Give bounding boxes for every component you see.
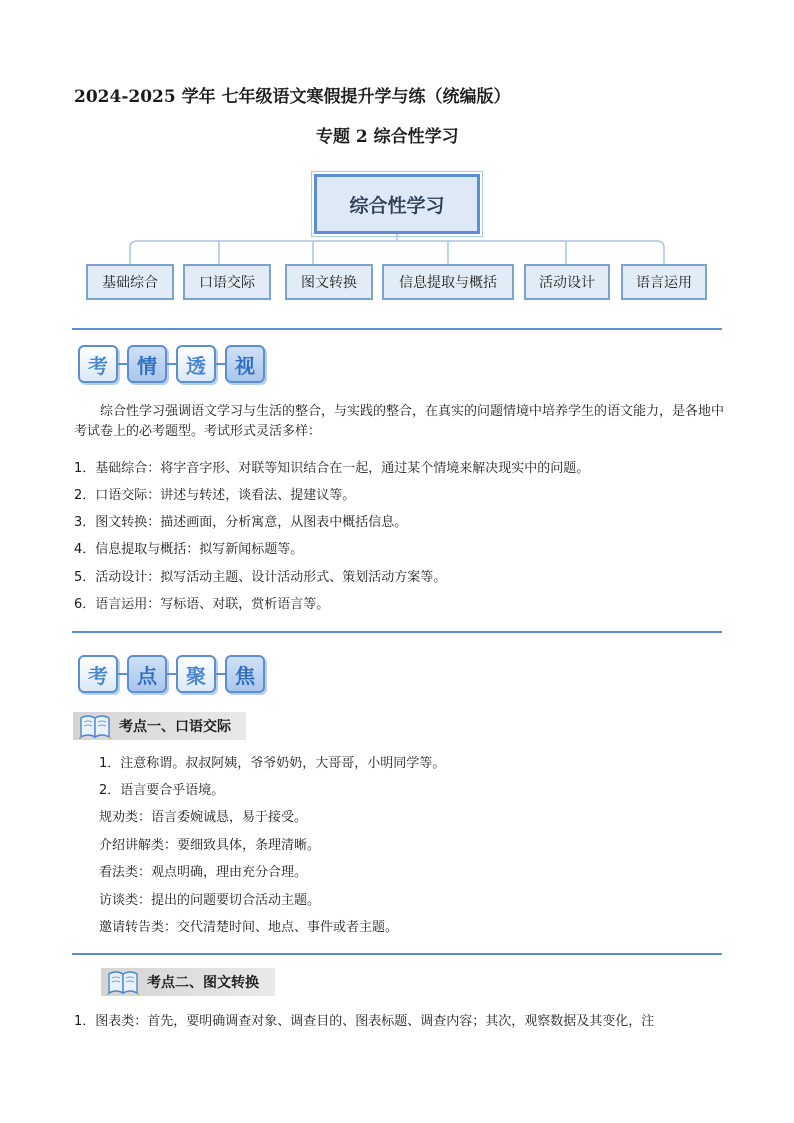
list-item: 介绍讲解类：要细致具体，条理清晰。: [99, 838, 321, 853]
open-book-icon: [107, 969, 139, 995]
key-point-title: 考点一、口语交际: [119, 719, 231, 735]
list-item: 5．活动设计：拟写活动主题、设计活动形式、策划活动方案等。: [74, 570, 447, 585]
open-book-icon: [79, 713, 111, 739]
mindmap-node-activity: 活动设计: [524, 264, 610, 300]
list-item: 1．图表类：首先，要明确调查对象、调查目的、图表标题、调查内容；其次，观察数据及其变化，注: [74, 1014, 655, 1029]
badge-char: 点: [127, 655, 167, 693]
list-item: 规劝类：语言委婉诚恳，易于接受。: [99, 810, 308, 825]
mindmap-node-basic: 基础综合: [86, 264, 174, 300]
list-item: 6．语言运用：写标语、对联，赏析语言等。: [74, 597, 330, 612]
list-item: 访谈类：提出的问题要切合活动主题。: [99, 893, 321, 908]
mindmap-node-image-text: 图文转换: [285, 264, 373, 300]
list-item: 2．口语交际：讲述与转述，谈看法、提建议等。: [74, 488, 356, 503]
mindmap-node-info: 信息提取与概括: [382, 264, 514, 300]
badge-char: 考: [78, 345, 118, 383]
key-point-header: [101, 968, 275, 996]
intro-paragraph: 综合性学习强调语文学习与生活的整合，与实践的整合，在真实的问题情境中培养学生的语文能力，是各地中考试卷上的必考题型。考试形式灵活多样：: [74, 404, 725, 439]
mindmap-node-language: 语言运用: [621, 264, 707, 300]
mindmap-root: 综合性学习: [314, 174, 480, 234]
list-item: 邀请转告类：交代清楚时间、地点、事件或者主题。: [99, 920, 399, 935]
key-point-title: 考点二、图文转换: [147, 975, 259, 991]
list-item: 1．注意称谓。叔叔阿姨，爷爷奶奶，大哥哥，小明同学等。: [99, 756, 446, 771]
list-item: 4．信息提取与概括：拟写新闻标题等。: [74, 542, 304, 557]
list-item: 2．语言要合乎语境。: [99, 783, 225, 798]
section-badge-exam-overview: [78, 345, 265, 383]
mindmap-node-oral: 口语交际: [183, 264, 271, 300]
section-divider: [72, 631, 722, 633]
list-item: 3．图文转换：描述画面，分析寓意，从图表中概括信息。: [74, 515, 408, 530]
section-divider: [72, 953, 722, 955]
section-divider: [72, 328, 722, 330]
badge-char: 透: [176, 345, 216, 383]
document-subtitle: 专题 2 综合性学习: [316, 127, 459, 147]
badge-char: 焦: [225, 655, 265, 693]
section-badge-key-points: [78, 655, 265, 693]
badge-char: 考: [78, 655, 118, 693]
badge-char: 聚: [176, 655, 216, 693]
list-item: 1．基础综合：将字音字形、对联等知识结合在一起，通过某个情境来解决现实中的问题。: [74, 461, 590, 476]
key-point-header: [73, 712, 246, 740]
badge-char: 情: [127, 345, 167, 383]
document-title: 2024-2025 学年 七年级语文寒假提升学与练（统编版）: [74, 87, 511, 107]
badge-char: 视: [225, 345, 265, 383]
list-item: 看法类：观点明确，理由充分合理。: [99, 865, 308, 880]
